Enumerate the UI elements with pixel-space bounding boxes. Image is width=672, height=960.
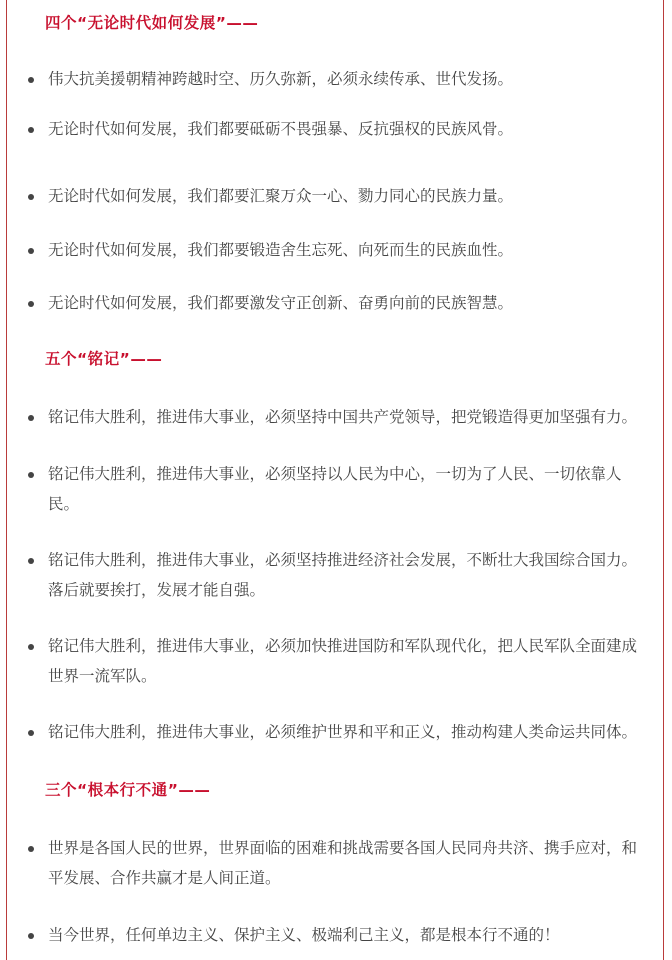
list-item: 无论时代如何发展，我们都要锻造舍生忘死、向死而生的民族血性。 xyxy=(28,235,648,265)
bullet-dot xyxy=(28,301,34,307)
bullet-dot xyxy=(28,933,34,939)
list-item: 无论时代如何发展，我们都要汇聚万众一心、勠力同心的民族力量。 xyxy=(28,181,648,211)
section-heading-four-regardless: 四个“无论时代如何发展”—— xyxy=(45,14,259,32)
bullet-dot xyxy=(28,472,34,478)
list-item: 伟大抗美援朝精神跨越时空、历久弥新，必须永续传承、世代发扬。 xyxy=(28,64,648,94)
list-item: 无论时代如何发展，我们都要砥砺不畏强暴、反抗强权的民族风骨。 xyxy=(28,114,648,144)
list-item: 铭记伟大胜利，推进伟大事业，必须坚持推进经济社会发展，不断壮大我国综合国力。落后就要挨打，发展才能自强。 xyxy=(28,545,648,605)
list-item: 铭记伟大胜利，推进伟大事业，必须加快推进国防和军队现代化，把人民军队全面建成世界一流军队。 xyxy=(28,631,648,691)
list-item: 铭记伟大胜利，推进伟大事业，必须坚持以人民为中心，一切为了人民、一切依靠人民。 xyxy=(28,459,648,519)
list-item: 铭记伟大胜利，推进伟大事业，必须维护世界和平和正义，推动构建人类命运共同体。 xyxy=(28,717,648,747)
bullet-dot xyxy=(28,77,34,83)
bullet-dot xyxy=(28,415,34,421)
list-item: 无论时代如何发展，我们都要激发守正创新、奋勇向前的民族智慧。 xyxy=(28,288,648,318)
section-heading-five-remember: 五个“铭记”—— xyxy=(45,350,163,368)
bullet-dot xyxy=(28,846,34,852)
bullet-dot xyxy=(28,194,34,200)
bullet-dot xyxy=(28,558,34,564)
bullet-dot xyxy=(28,248,34,254)
section-heading-three-not-work: 三个“根本行不通”—— xyxy=(45,781,211,799)
list-item: 当今世界，任何单边主义、保护主义、极端利己主义，都是根本行不通的！ xyxy=(28,920,648,950)
bullet-dot xyxy=(28,644,34,650)
list-item: 世界是各国人民的世界，世界面临的困难和挑战需要各国人民同舟共济、携手应对，和平发展、合作共赢才是人间正道。 xyxy=(28,833,648,893)
bullet-dot xyxy=(28,730,34,736)
bullet-dot xyxy=(28,127,34,133)
list-item: 铭记伟大胜利，推进伟大事业，必须坚持中国共产党领导，把党锻造得更加坚强有力。 xyxy=(28,402,648,432)
